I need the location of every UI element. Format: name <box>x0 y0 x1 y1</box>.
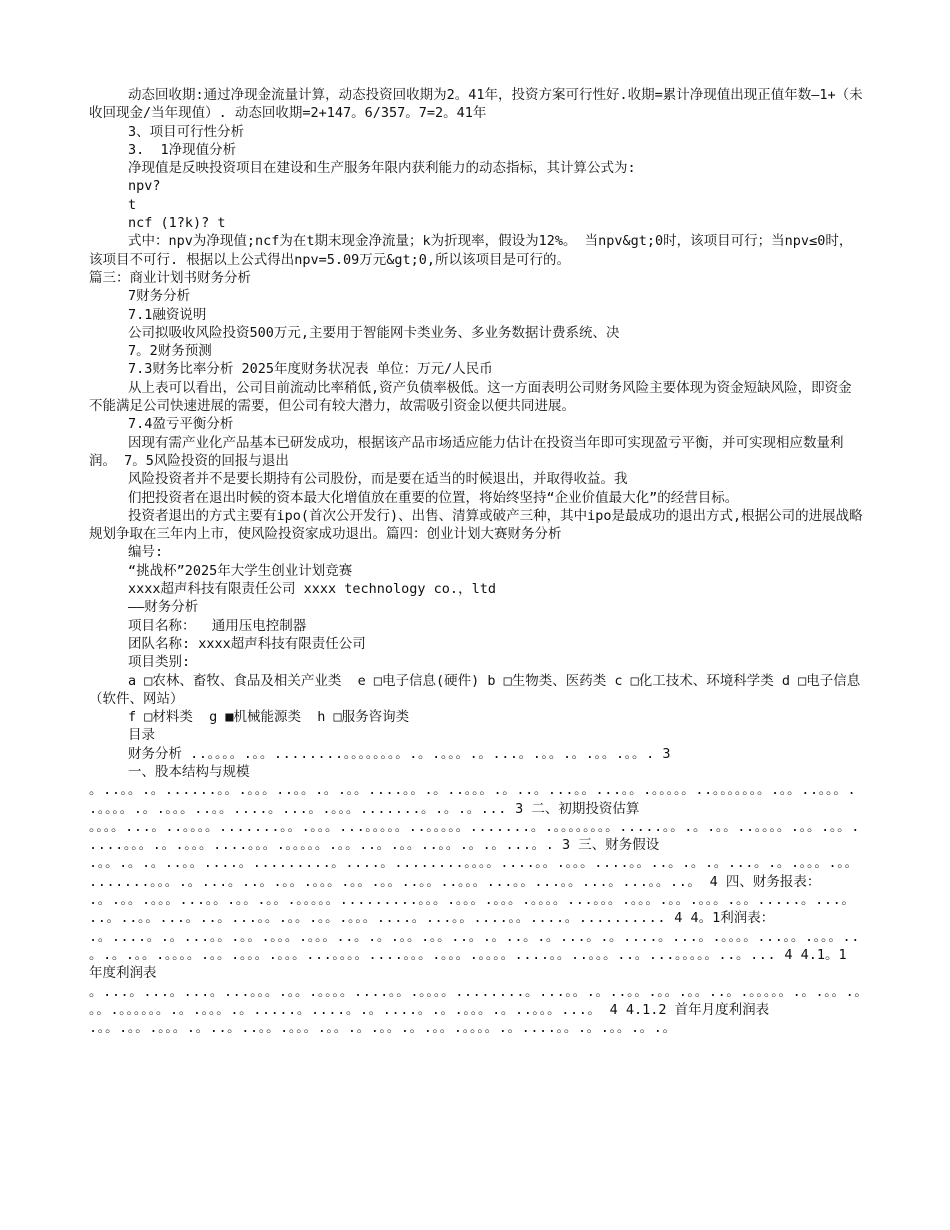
toc-entry <box>89 818 864 855</box>
table-of-contents <box>89 745 864 1038</box>
toc-entry-title: 财务分析 <box>128 745 191 762</box>
toc-page-and-next-title: . 3 <box>646 745 671 762</box>
paragraph: npv? <box>128 178 161 195</box>
paragraph: 3、项目可行性分析 <box>128 123 245 140</box>
toc-page-and-next-title: 3 二、初期投资估算 <box>507 800 640 817</box>
paragraph: xxxx超声科技有限责任公司 xxxx technology co.，ltd <box>128 581 496 598</box>
toc-leader-dots: 。..。。.。......。。.。。。..。。.。.。。....。。.。..。。。.。..。...。。...。。.。。。。。..。。。。。。。.。。..。。。..。。。。.。.。。。..。。....。...。.。。。.......。.。.。... <box>89 782 857 817</box>
paragraph: ——财务分析 <box>128 599 199 616</box>
paragraph: 们把投资者在退出时候的资本最大化增值放在重要的位置，将始终坚持“企业价值最大化”的经营目标。 <box>128 489 739 506</box>
paragraph: 项目类别: <box>128 654 191 671</box>
paragraph: t <box>128 196 137 213</box>
paragraph: 净现值是反映投资项目在建设和生产服务年限内获利能力的动态指标，其计算公式为: <box>128 160 636 177</box>
paragraph: 7。2财务预测 <box>128 343 212 360</box>
toc-entry <box>89 928 864 983</box>
document-page <box>89 86 864 1037</box>
toc-entry <box>89 781 864 818</box>
toc-page-and-next-title: 4 4。1利润表： <box>666 910 775 927</box>
toc-leader-dots: .。....。.。...。。.。。.。。。.。。。..。.。.。。.。。..。.。..。.。...。.。....。...。.。。。。...。。.。。。..。.。.。。.。。。。.。。.。。。.。。。...。。。。....。。。.。。。.。。。。....。。..。。。..。...。。。。。..。... <box>89 928 860 963</box>
toc-leader-dots: 。。。。...。..。。。。.......。。.。。。...。。。。。..。。。。。.......。.。。。。。。。。.....。。.。.。。..。。。。.。。.。。.....。。。.。.。。。....。。。.。。。。。.。。..。.。。..。。.。.。...。 <box>89 818 860 854</box>
toc-entry-title: 一、股本结构与规模 <box>128 763 250 780</box>
paragraph: 动态回收期:通过净现金流量计算，动态投资回收期为2。41年，投资方案可行性好.收期=累计净现值出现正值年数—1+（未收回现金/当年现值）. 动态回收期=2+147。6/357。7=2。41年 <box>89 87 863 122</box>
toc-entry <box>89 745 864 763</box>
paragraph: 投资者退出的方式主要有ipo(首次公开发行)、出售、清算或破产三种，其中ipo是最成功的退出方式,根据公司的进展战略规划争取在三年内上市，使风险投资家成功退出。篇四：创业计划大赛财务分析 <box>89 507 863 543</box>
paragraph: 7财务分析 <box>128 288 191 305</box>
toc-leader-dots: .。。.。。.。。。.。..。..。。.。。。.。。.。.。。.。.。。.。。。。.。....。。.。.。。.。.。 <box>89 1020 677 1037</box>
toc-page-and-next-title: 4 4.1.2 首年月度利润表 <box>601 1001 770 1018</box>
paragraph: 式中：npv为净现值;ncf为在t期末现金净流量；k为折现率，假设为12%。 当npv&gt;0时，该项目可行；当npv≤0时，该项目不可行. 根据以上公式得出npv=5.09万元&gt;0,所以该项目是可行的。 <box>89 233 853 268</box>
paragraph: 7.3财务比率分析 2025年度财务状况表 单位：万元/人民币 <box>128 361 493 378</box>
paragraph: a □农林、畜牧、食品及相关产业类 e □电子信息(硬件) b □生物类、医药类 c □化工技术、环境科学类 d □电子信息（软件、网站） <box>89 672 861 707</box>
toc-entry <box>89 854 864 891</box>
paragraph: 7.4盈亏平衡分析 <box>128 416 234 433</box>
paragraph: f □材料类 g ■机械能源类 h □服务咨询类 <box>128 709 410 726</box>
paragraph: 风险投资者并不是要长期持有公司股份，而是要在适当的时候退出，并取得收益。我 <box>128 471 628 488</box>
toc-page-and-next-title: 4 四、财务报表： <box>701 873 821 890</box>
toc-leader-dots: .。.。。.。。。...。。.。。.。。.。。。。。.........。。。.。。。.。。。.。。。。...。。。.。。。.。。.。。。.。。.....。...。..。..。。...。..。...。。.。。.。。.。。。....。...。。....。。....。.......... <box>89 892 856 927</box>
toc-leader-dots: ..。。。。.。。........。。。。。。。。.。.。。。.。...。.。。.。.。。.。。 <box>190 745 647 762</box>
toc-leader-dots: .。。.。.。..。。....。.........。....。........。。。。....。。.。。。....。。..。.。.。...。.。.。。。.。。.......。。。.。...。..。.。。.。。。.。。.。。..。。..。。。...。。...。。...。...。。..。 <box>89 855 859 890</box>
paragraph: 公司拟吸收风险投资500万元,主要用于智能网卡类业务、多业务数据计费系统、决 <box>128 324 620 341</box>
toc-entry <box>89 891 864 928</box>
paragraph: 目录 <box>128 727 155 744</box>
paragraph: “挑战杯”2025年大学生创业计划竞赛 <box>128 562 353 579</box>
document-body <box>89 86 864 745</box>
paragraph: 7.1融资说明 <box>128 306 207 323</box>
paragraph: 篇三：商业计划书财务分析 <box>89 269 251 286</box>
paragraph: 编号: <box>128 544 164 561</box>
paragraph: 从上表可以看出，公司目前流动比率稍低,资产负债率极低。这一方面表明公司财务风险主要体现为资金短缺风险，即资金不能满足公司快速进展的需要，但公司有较大潜力，故需吸引资金以便共同进展。 <box>89 379 852 415</box>
toc-page-and-next-title: 4 4.1。1 年度利润表 <box>89 946 847 982</box>
paragraph: ncf (1?k)? t <box>128 215 226 232</box>
paragraph: 团队名称: xxxx超声科技有限责任公司 <box>128 635 366 652</box>
toc-entry <box>89 1019 864 1037</box>
paragraph: 因现有需产业化产品基本已研发成功，根据该产品市场适应能力估计在投资当年即可实现盈亏平衡，并可实现相应数量利润。 7。5风险投资的回报与退出 <box>89 434 844 469</box>
toc-entry <box>89 763 864 781</box>
paragraph: 3. 1净现值分析 <box>128 141 237 158</box>
paragraph: 项目名称： 通用压电控制器 <box>128 617 307 634</box>
toc-leader-dots: 。...。...。...。...。。。.。。.。。。。....。。.。。。。........。...。。.。..。。.。。.。。..。.。。。。。.。.。。.。。。.。。。。。。.。.。。。.。.....。....。.。....。.。.。。。.。..。。。...。 <box>89 983 862 1018</box>
toc-page-and-next-title: . 3 三、财务假设 <box>545 837 660 854</box>
toc-entry <box>89 983 864 1020</box>
